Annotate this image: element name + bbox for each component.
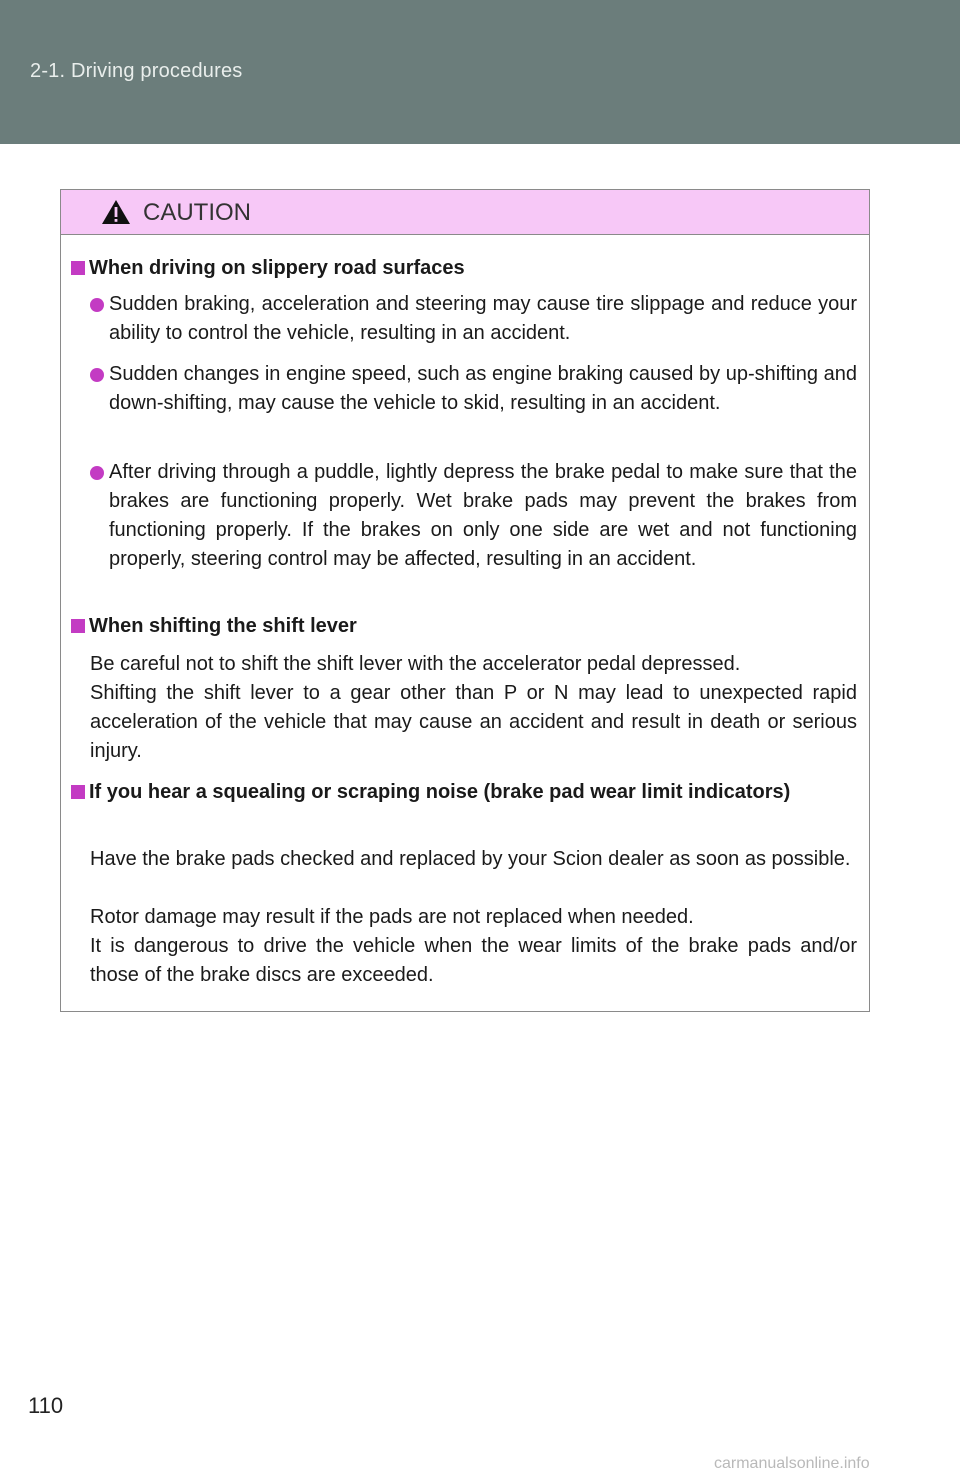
- section-heading-brake-noise: [89, 778, 859, 807]
- section-heading-shift-lever: [89, 612, 859, 641]
- caution-title: CAUTION: [143, 199, 251, 226]
- circle-bullet-icon: [90, 466, 104, 480]
- caution-header: [61, 190, 869, 235]
- circle-bullet-icon: [90, 368, 104, 382]
- bullet-text: After driving through a puddle, lightly depress the brake pedal to make sure that the brakes are functioning properly. Wet brake pads may prevent the brakes from functioning properly. If the brakes on only one side are wet and not functioning properly, steering control may be affected, resulting in an accident.: [109, 461, 857, 570]
- section-title: 2-1. Driving procedures: [30, 60, 243, 82]
- paragraph: Shifting the shift lever to a gear other than P or N may lead to unexpected rapid acceleration of the vehicle that may cause an accident and result in death or serious injury.: [90, 682, 857, 762]
- page-header: [0, 0, 960, 144]
- square-bullet-icon: [71, 785, 85, 799]
- section-heading-slippery: [89, 254, 859, 283]
- bullet-item: [109, 458, 857, 574]
- paragraph: Rotor damage may result if the pads are not replaced when needed.: [90, 906, 694, 928]
- heading-text: When shifting the shift lever: [89, 615, 357, 637]
- page-number: 110: [28, 1393, 64, 1418]
- paragraph: It is dangerous to drive the vehicle when the wear limits of the brake pads and/or those of the brake discs are exceeded.: [90, 935, 857, 986]
- heading-text: When driving on slippery road surfaces: [89, 257, 465, 279]
- square-bullet-icon: [71, 261, 85, 275]
- warning-triangle-icon: [101, 199, 131, 225]
- bullet-text: Sudden changes in engine speed, such as engine braking caused by up-shifting and down-shifting, may cause the vehicle to skid, resulting in an accident.: [109, 363, 857, 414]
- bullet-item: [109, 360, 857, 418]
- watermark: carmanualsonline.info: [714, 1455, 870, 1472]
- square-bullet-icon: [71, 619, 85, 633]
- bullet-item: [109, 290, 857, 348]
- bullet-text: Sudden braking, acceleration and steering may cause tire slippage and reduce your ability to control the vehicle, resulting in an accident.: [109, 293, 857, 344]
- paragraph: Have the brake pads checked and replaced by your Scion dealer as soon as possible.: [90, 848, 851, 870]
- circle-bullet-icon: [90, 298, 104, 312]
- paragraph: Be careful not to shift the shift lever with the accelerator pedal depressed.: [90, 653, 741, 675]
- caution-box: [60, 189, 870, 1012]
- heading-text: If you hear a squealing or scraping noise (brake pad wear limit indicators): [89, 781, 791, 803]
